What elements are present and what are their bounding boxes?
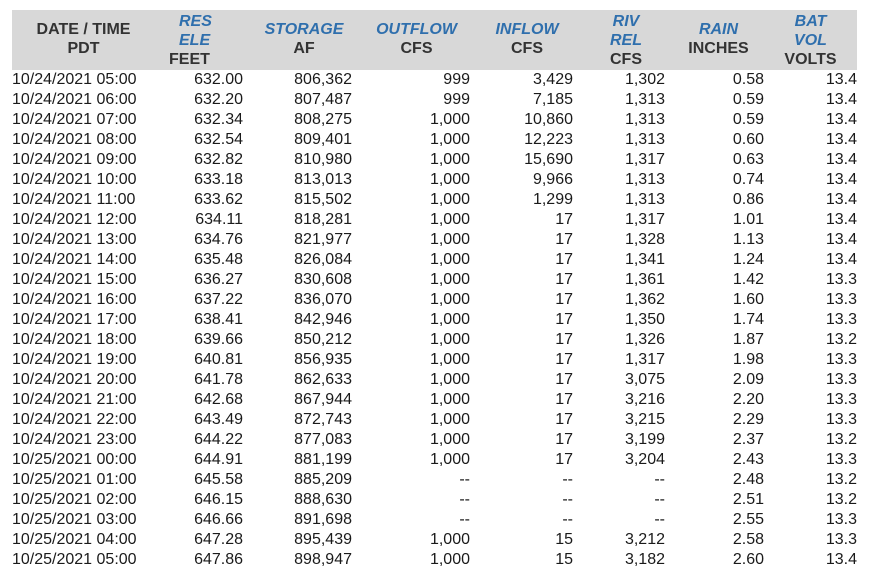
cell-inflow: 17 [555, 271, 573, 288]
cell-bat-vol: 13.4 [825, 151, 857, 168]
cell-riv-rel: 1,317 [624, 151, 665, 168]
cell-res-ele: 639.66 [194, 331, 243, 348]
cell-rain: 0.63 [732, 151, 764, 168]
table-row [12, 330, 857, 350]
cell-bat-vol: 13.3 [825, 511, 857, 528]
cell-rain: 1.60 [732, 291, 764, 308]
cell-date-time: 10/24/2021 05:00 [12, 71, 137, 88]
cell-riv-rel: 1,313 [624, 191, 665, 208]
table-row [12, 490, 857, 510]
cell-storage: 809,401 [294, 131, 352, 148]
cell-bat-vol: 13.2 [825, 431, 857, 448]
cell-riv-rel: 1,328 [624, 231, 665, 248]
cell-rain: 2.48 [732, 471, 764, 488]
cell-inflow: 15,690 [524, 151, 573, 168]
cell-riv-rel: -- [654, 491, 665, 508]
cell-riv-rel: 1,302 [624, 71, 665, 88]
cell-res-ele: 641.78 [194, 371, 243, 388]
cell-storage: 895,439 [294, 531, 352, 548]
header-riv-rel [579, 10, 673, 70]
cell-riv-rel: 1,326 [624, 331, 665, 348]
reservoir-data-table [12, 10, 857, 570]
cell-date-time: 10/24/2021 17:00 [12, 311, 137, 328]
cell-storage: 818,281 [294, 211, 352, 228]
cell-res-ele: 633.18 [194, 171, 243, 188]
cell-outflow: 1,000 [429, 211, 470, 228]
cell-outflow: 1,000 [429, 131, 470, 148]
cell-rain: 1.01 [732, 211, 764, 228]
cell-storage: 807,487 [294, 91, 352, 108]
cell-storage: 830,608 [294, 271, 352, 288]
header-riv-rel-unit: CFS [610, 51, 642, 68]
cell-inflow: 9,966 [532, 171, 573, 188]
header-inflow-unit: CFS [511, 40, 543, 57]
cell-storage: 808,275 [294, 111, 352, 128]
cell-riv-rel: -- [654, 471, 665, 488]
cell-res-ele: 645.58 [194, 471, 243, 488]
cell-bat-vol: 13.4 [825, 131, 857, 148]
cell-rain: 2.20 [732, 391, 764, 408]
cell-rain: 2.43 [732, 451, 764, 468]
cell-res-ele: 634.11 [195, 211, 243, 228]
cell-res-ele: 632.34 [194, 111, 243, 128]
cell-outflow: 1,000 [429, 191, 470, 208]
cell-inflow: 12,223 [524, 131, 573, 148]
cell-storage: 898,947 [294, 551, 352, 568]
cell-bat-vol: 13.3 [825, 291, 857, 308]
table-body [12, 70, 857, 570]
cell-inflow: 17 [555, 211, 573, 228]
cell-res-ele: 642.68 [194, 391, 243, 408]
table-row [12, 210, 857, 230]
cell-storage: 877,083 [294, 431, 352, 448]
header-inflow [475, 10, 579, 70]
cell-riv-rel: 1,317 [624, 211, 665, 228]
cell-date-time: 10/24/2021 12:00 [12, 211, 137, 228]
cell-rain: 1.24 [732, 251, 764, 268]
cell-storage: 826,084 [294, 251, 352, 268]
cell-inflow: 17 [555, 451, 573, 468]
cell-res-ele: 644.91 [194, 451, 243, 468]
cell-bat-vol: 13.3 [825, 531, 857, 548]
cell-storage: 813,013 [294, 171, 352, 188]
cell-rain: 0.58 [732, 71, 764, 88]
cell-res-ele: 646.66 [194, 511, 243, 528]
cell-date-time: 10/24/2021 09:00 [12, 151, 137, 168]
header-riv-rel-link-line1[interactable]: RIV [612, 13, 640, 30]
cell-outflow: 1,000 [429, 371, 470, 388]
header-bat-vol-link-line1[interactable]: BAT [794, 13, 827, 30]
table-row [12, 250, 857, 270]
cell-outflow: 1,000 [429, 351, 470, 368]
cell-date-time: 10/24/2021 07:00 [12, 111, 137, 128]
table-row [12, 390, 857, 410]
cell-riv-rel: 3,075 [624, 371, 665, 388]
cell-storage: 867,944 [294, 391, 352, 408]
cell-storage: 836,070 [294, 291, 352, 308]
cell-rain: 1.13 [732, 231, 764, 248]
cell-riv-rel: -- [654, 511, 665, 528]
table-row [12, 70, 857, 90]
cell-inflow: 17 [555, 391, 573, 408]
cell-bat-vol: 13.3 [825, 351, 857, 368]
cell-outflow: 999 [443, 91, 470, 108]
header-riv-rel-link-line2[interactable]: REL [610, 32, 642, 49]
cell-bat-vol: 13.4 [825, 71, 857, 88]
cell-bat-vol: 13.2 [825, 471, 857, 488]
cell-date-time: 10/24/2021 21:00 [12, 391, 137, 408]
cell-storage: 810,980 [294, 151, 352, 168]
cell-rain: 2.51 [732, 491, 764, 508]
cell-bat-vol: 13.4 [825, 91, 857, 108]
cell-riv-rel: 1,313 [624, 111, 665, 128]
cell-res-ele: 633.62 [194, 191, 243, 208]
table-row [12, 110, 857, 130]
cell-date-time: 10/24/2021 18:00 [12, 331, 137, 348]
header-res-ele-link-line2[interactable]: ELE [179, 32, 211, 49]
cell-outflow: 1,000 [429, 391, 470, 408]
header-bat-vol-unit: VOLTS [784, 51, 837, 68]
cell-storage: 815,502 [294, 191, 352, 208]
cell-inflow: 17 [555, 291, 573, 308]
cell-date-time: 10/24/2021 06:00 [12, 91, 137, 108]
cell-rain: 0.60 [732, 131, 764, 148]
cell-storage: 888,630 [294, 491, 352, 508]
cell-date-time: 10/25/2021 03:00 [12, 511, 137, 528]
cell-rain: 0.86 [732, 191, 764, 208]
cell-bat-vol: 13.4 [825, 551, 857, 568]
cell-rain: 1.42 [732, 271, 764, 288]
cell-date-time: 10/24/2021 19:00 [12, 351, 137, 368]
cell-rain: 0.74 [732, 171, 764, 188]
cell-date-time: 10/24/2021 23:00 [12, 431, 137, 448]
header-date-time-label: DATE / TIME [36, 21, 131, 38]
table-row [12, 350, 857, 370]
header-rain-link[interactable]: RAIN [698, 21, 739, 38]
cell-bat-vol: 13.2 [825, 491, 857, 508]
cell-inflow: 17 [555, 351, 573, 368]
cell-rain: 1.98 [732, 351, 764, 368]
cell-inflow: 17 [555, 411, 573, 428]
cell-inflow: 1,299 [532, 191, 573, 208]
cell-inflow: -- [562, 471, 573, 488]
table-row [12, 370, 857, 390]
cell-outflow: 1,000 [429, 331, 470, 348]
cell-date-time: 10/25/2021 00:00 [12, 451, 137, 468]
table-row [12, 270, 857, 290]
cell-rain: 1.87 [732, 331, 764, 348]
cell-date-time: 10/24/2021 14:00 [12, 251, 137, 268]
cell-res-ele: 646.15 [194, 491, 243, 508]
cell-outflow: 1,000 [429, 411, 470, 428]
cell-bat-vol: 13.3 [825, 451, 857, 468]
cell-outflow: -- [459, 511, 470, 528]
header-outflow [358, 10, 475, 70]
cell-riv-rel: 3,215 [624, 411, 665, 428]
cell-outflow: 1,000 [429, 291, 470, 308]
table-header-row [12, 10, 857, 70]
table-row [12, 290, 857, 310]
cell-bat-vol: 13.4 [825, 211, 857, 228]
cell-rain: 0.59 [732, 111, 764, 128]
cell-res-ele: 638.41 [194, 311, 243, 328]
header-date-time-unit: PDT [67, 40, 100, 57]
cell-inflow: 15 [555, 531, 573, 548]
cell-outflow: 1,000 [429, 551, 470, 568]
cell-riv-rel: 1,361 [624, 271, 665, 288]
cell-bat-vol: 13.3 [825, 411, 857, 428]
cell-storage: 881,199 [294, 451, 352, 468]
cell-outflow: 1,000 [429, 531, 470, 548]
cell-rain: 2.58 [732, 531, 764, 548]
table-row [12, 510, 857, 530]
cell-riv-rel: 1,350 [624, 311, 665, 328]
cell-res-ele: 636.27 [194, 271, 243, 288]
cell-date-time: 10/24/2021 20:00 [12, 371, 137, 388]
table-row [12, 550, 857, 570]
header-storage-unit: AF [293, 40, 315, 57]
cell-outflow: 1,000 [429, 251, 470, 268]
cell-outflow: 1,000 [429, 271, 470, 288]
header-date-time [12, 10, 155, 70]
cell-outflow: 1,000 [429, 451, 470, 468]
cell-bat-vol: 13.4 [825, 171, 857, 188]
cell-riv-rel: 3,212 [624, 531, 665, 548]
cell-bat-vol: 13.2 [825, 331, 857, 348]
cell-date-time: 10/24/2021 11:00 [12, 191, 136, 208]
cell-res-ele: 635.48 [194, 251, 243, 268]
cell-date-time: 10/24/2021 22:00 [12, 411, 137, 428]
cell-outflow: 999 [443, 71, 470, 88]
cell-outflow: 1,000 [429, 231, 470, 248]
table-row [12, 530, 857, 550]
cell-riv-rel: 3,216 [624, 391, 665, 408]
cell-res-ele: 632.82 [194, 151, 243, 168]
cell-outflow: -- [459, 471, 470, 488]
table-row [12, 470, 857, 490]
header-storage-link[interactable]: STORAGE [264, 21, 344, 38]
header-res-ele [155, 10, 250, 70]
cell-inflow: 17 [555, 311, 573, 328]
table-row [12, 170, 857, 190]
cell-storage: 856,935 [294, 351, 352, 368]
table-row [12, 310, 857, 330]
cell-res-ele: 632.20 [194, 91, 243, 108]
cell-date-time: 10/25/2021 04:00 [12, 531, 137, 548]
cell-res-ele: 647.86 [194, 551, 243, 568]
table-row [12, 450, 857, 470]
cell-res-ele: 634.76 [194, 231, 243, 248]
cell-riv-rel: 1,313 [624, 131, 665, 148]
cell-inflow: 15 [555, 551, 573, 568]
cell-inflow: 17 [555, 231, 573, 248]
cell-outflow: 1,000 [429, 111, 470, 128]
cell-bat-vol: 13.4 [825, 111, 857, 128]
cell-res-ele: 643.49 [194, 411, 243, 428]
cell-storage: 885,209 [294, 471, 352, 488]
cell-bat-vol: 13.4 [825, 251, 857, 268]
cell-rain: 0.59 [732, 91, 764, 108]
table-row [12, 230, 857, 250]
cell-bat-vol: 13.3 [825, 371, 857, 388]
cell-rain: 2.60 [732, 551, 764, 568]
cell-res-ele: 632.54 [194, 131, 243, 148]
cell-date-time: 10/24/2021 10:00 [12, 171, 137, 188]
cell-res-ele: 640.81 [194, 351, 243, 368]
table-row [12, 430, 857, 450]
table-row [12, 130, 857, 150]
cell-inflow: 7,185 [532, 91, 573, 108]
cell-riv-rel: 3,182 [624, 551, 665, 568]
cell-inflow: 17 [555, 431, 573, 448]
header-storage [250, 10, 358, 70]
cell-storage: 842,946 [294, 311, 352, 328]
cell-storage: 891,698 [294, 511, 352, 528]
cell-date-time: 10/25/2021 01:00 [12, 471, 137, 488]
cell-riv-rel: 1,341 [624, 251, 665, 268]
cell-rain: 2.37 [732, 431, 764, 448]
cell-date-time: 10/24/2021 15:00 [12, 271, 137, 288]
cell-res-ele: 644.22 [194, 431, 243, 448]
table-row [12, 90, 857, 110]
cell-storage: 862,633 [294, 371, 352, 388]
cell-outflow: 1,000 [429, 151, 470, 168]
cell-riv-rel: 1,313 [624, 171, 665, 188]
cell-inflow: 3,429 [532, 71, 573, 88]
cell-date-time: 10/25/2021 05:00 [12, 551, 137, 568]
cell-riv-rel: 3,204 [624, 451, 665, 468]
cell-outflow: 1,000 [429, 431, 470, 448]
cell-bat-vol: 13.4 [825, 231, 857, 248]
cell-res-ele: 632.00 [194, 71, 243, 88]
cell-date-time: 10/24/2021 13:00 [12, 231, 137, 248]
header-bat-vol [764, 10, 857, 70]
table-row [12, 190, 857, 210]
cell-bat-vol: 13.3 [825, 391, 857, 408]
table-row [12, 410, 857, 430]
cell-inflow: -- [562, 511, 573, 528]
cell-date-time: 10/24/2021 16:00 [12, 291, 137, 308]
cell-inflow: 10,860 [524, 111, 573, 128]
cell-date-time: 10/24/2021 08:00 [12, 131, 137, 148]
cell-outflow: -- [459, 491, 470, 508]
cell-storage: 821,977 [294, 231, 352, 248]
cell-riv-rel: 1,362 [624, 291, 665, 308]
header-inflow-link[interactable]: INFLOW [495, 21, 559, 38]
cell-outflow: 1,000 [429, 171, 470, 188]
cell-date-time: 10/25/2021 02:00 [12, 491, 137, 508]
cell-inflow: 17 [555, 331, 573, 348]
cell-riv-rel: 1,317 [624, 351, 665, 368]
cell-riv-rel: 3,199 [624, 431, 665, 448]
cell-res-ele: 647.28 [194, 531, 243, 548]
header-outflow-link[interactable]: OUTFLOW [376, 21, 457, 38]
cell-bat-vol: 13.3 [825, 271, 857, 288]
cell-storage: 872,743 [294, 411, 352, 428]
cell-rain: 1.74 [732, 311, 764, 328]
table-row [12, 150, 857, 170]
cell-inflow: 17 [555, 251, 573, 268]
header-rain [673, 10, 764, 70]
header-res-ele-unit: FEET [169, 51, 210, 68]
cell-inflow: 17 [555, 371, 573, 388]
cell-outflow: 1,000 [429, 311, 470, 328]
cell-bat-vol: 13.3 [825, 311, 857, 328]
cell-rain: 2.55 [732, 511, 764, 528]
cell-res-ele: 637.22 [194, 291, 243, 308]
cell-bat-vol: 13.4 [825, 191, 857, 208]
cell-storage: 806,362 [294, 71, 352, 88]
cell-inflow: -- [562, 491, 573, 508]
header-res-ele-link-line1[interactable]: RES [179, 13, 212, 30]
header-outflow-unit: CFS [400, 40, 433, 57]
cell-riv-rel: 1,313 [624, 91, 665, 108]
cell-storage: 850,212 [294, 331, 352, 348]
header-rain-unit: INCHES [688, 40, 749, 57]
cell-rain: 2.29 [732, 411, 764, 428]
header-bat-vol-link-line2[interactable]: VOL [794, 32, 827, 49]
cell-rain: 2.09 [732, 371, 764, 388]
